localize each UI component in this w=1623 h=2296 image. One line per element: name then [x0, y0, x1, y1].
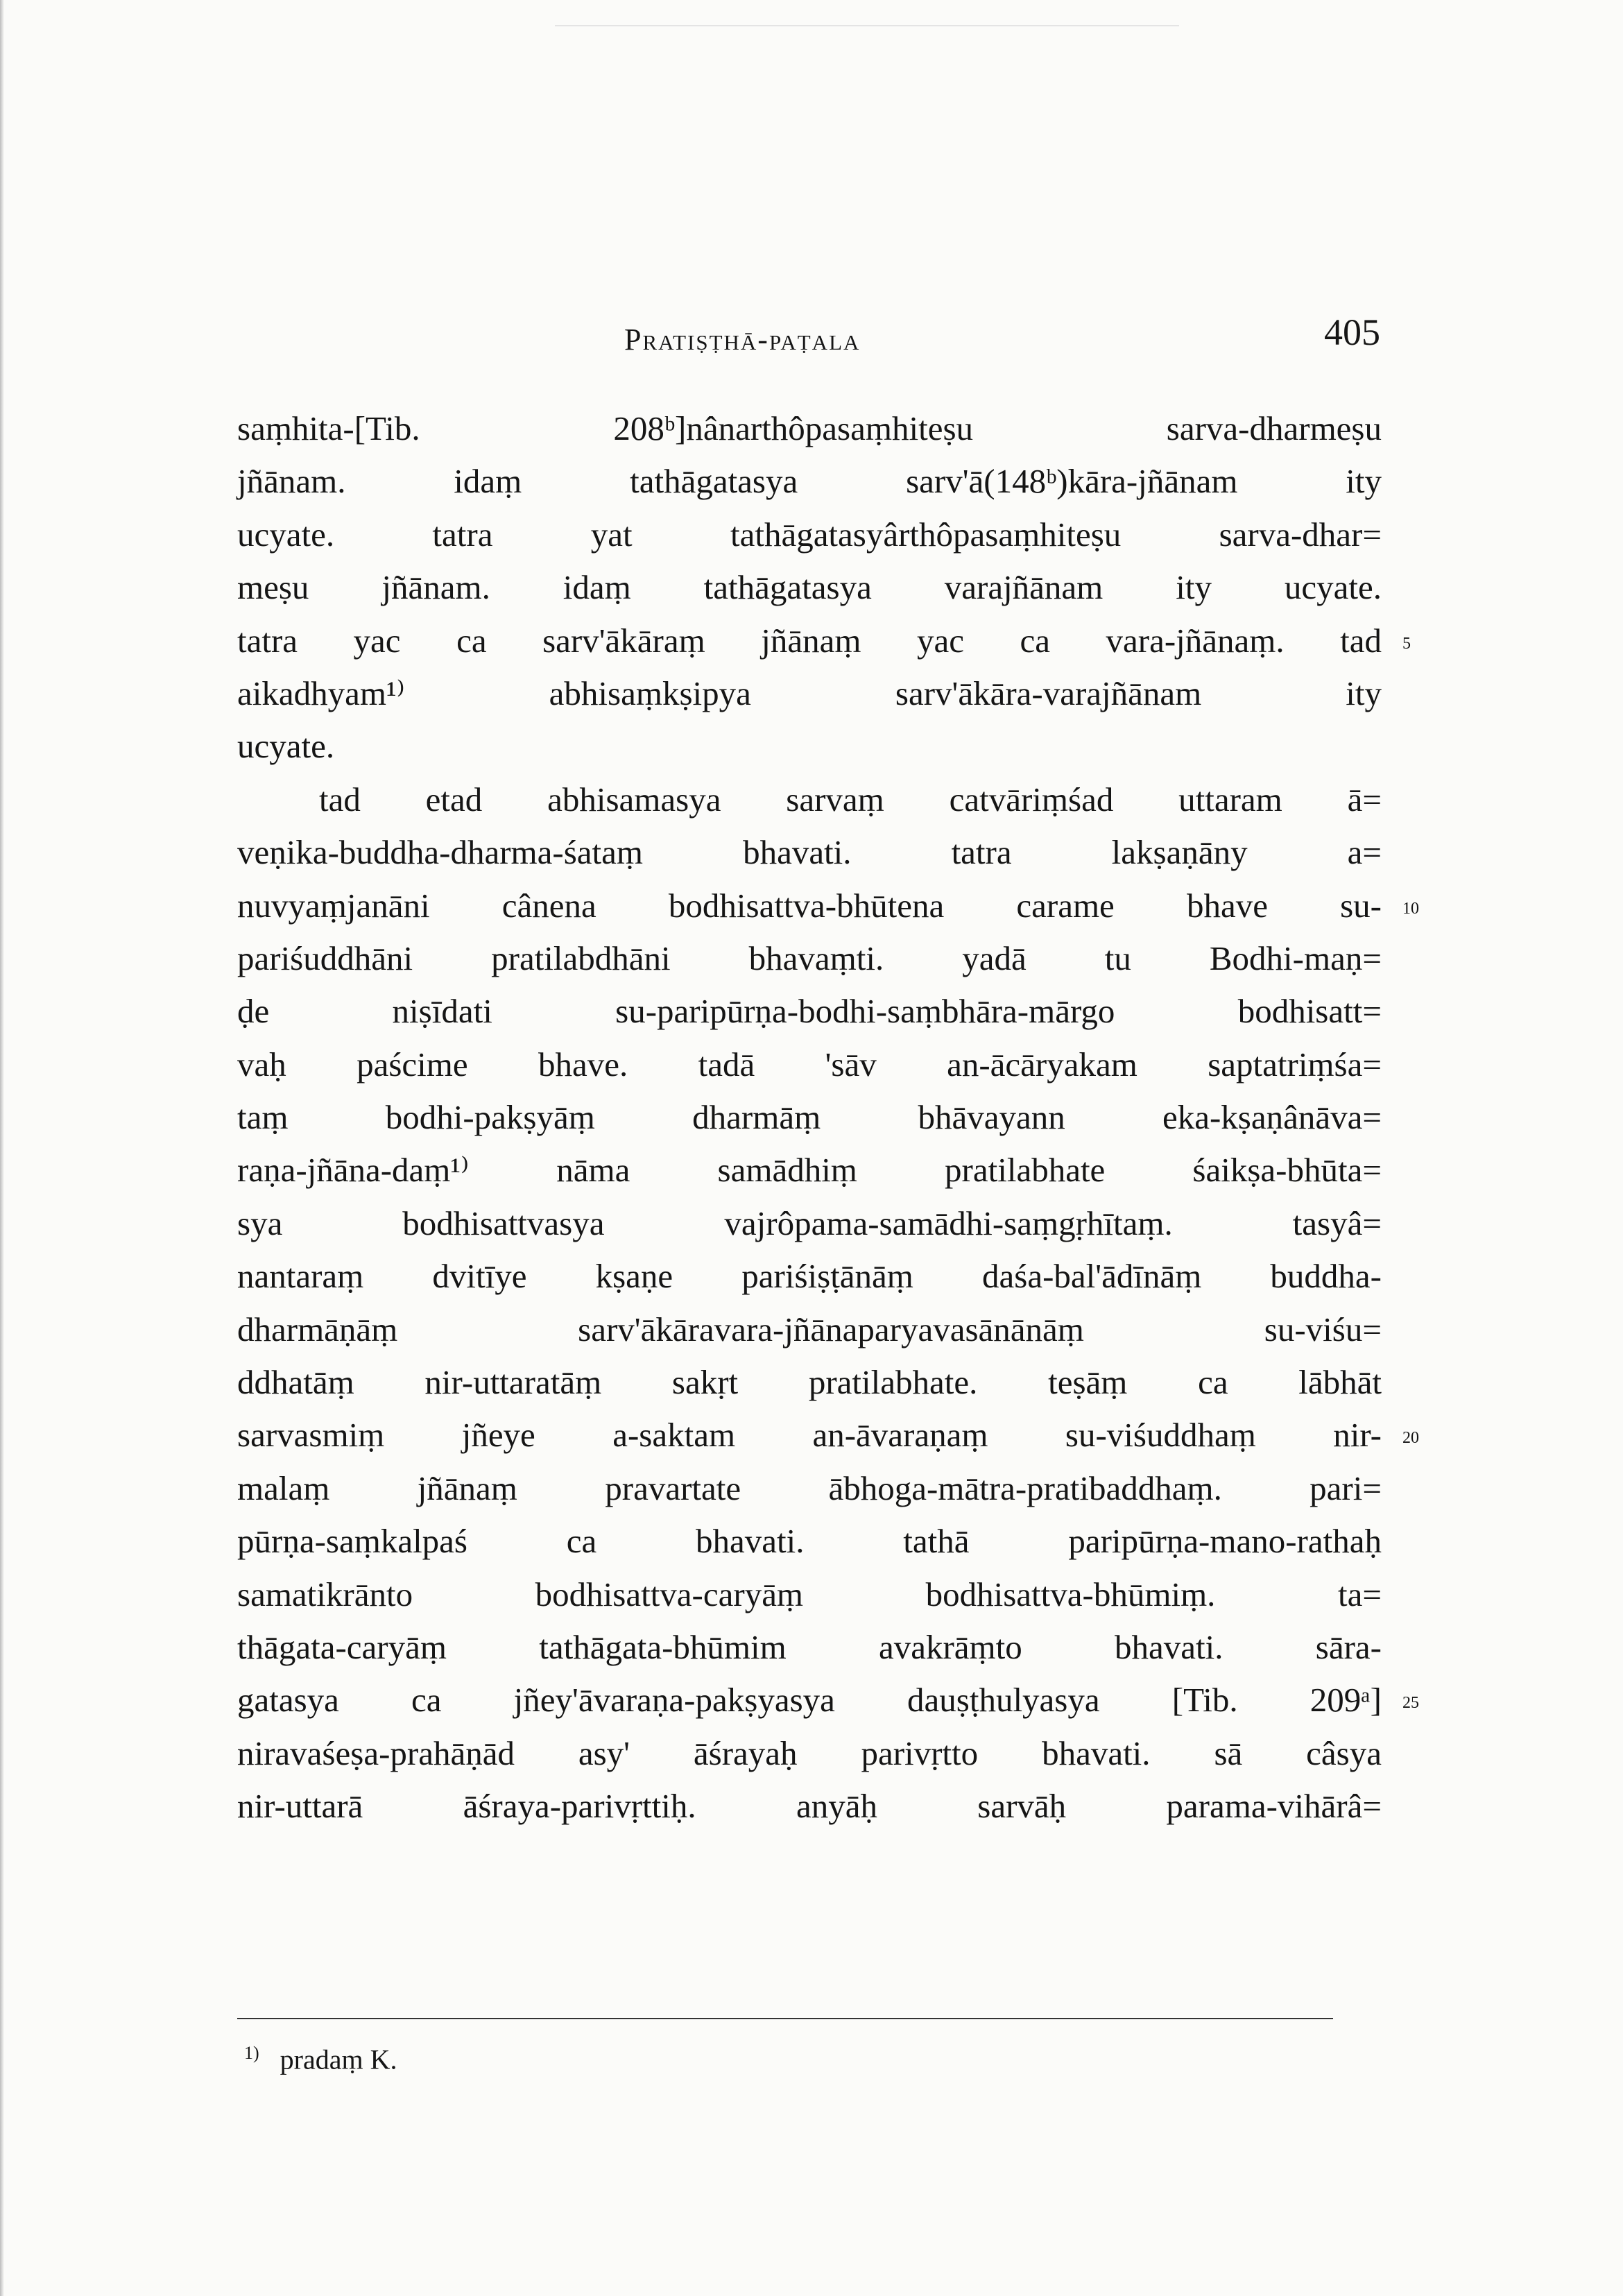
text-line: gatasya ca jñey'āvaraṇa-pakṣyasya dauṣṭhulyasya [Tib. 209ᵃ]	[237, 1681, 1382, 1720]
text-line: pūrṇa-saṃkalpaś ca bhavati. tathā paripūrṇa-mano-rathaḥ	[237, 1522, 1382, 1561]
footnote	[244, 2032, 397, 2080]
text-line-wrap	[237, 1409, 1419, 1462]
text-line: sarvasmiṃ jñeye a-saktam an-āvaraṇaṃ su-viśuddhaṃ nir-	[237, 1416, 1382, 1455]
text-line: sya bodhisattvasya vajrôpama-samādhi-saṃgṛhītaṃ. tasyâ=	[237, 1203, 1382, 1242]
text-line: tatra yac ca sarv'ākāraṃ jñānaṃ yac ca vara-jñānaṃ. tad	[237, 621, 1382, 660]
footnote-mark: 1)	[244, 2043, 259, 2063]
page-edge-shadow	[0, 0, 4, 2296]
text-line: jñānam. idaṃ tathāgatasya sarv'ā(148ᵇ)kāra-jñānam ity	[237, 462, 1382, 501]
text-line: ḍe niṣīdati su-paripūrṇa-bodhi-saṃbhāra-mārgo bodhisatt=	[237, 992, 1382, 1031]
line-number: 25	[1402, 1694, 1419, 1713]
text-line: aikadhyam¹⁾ abhisaṃkṣipya sarv'ākāra-varajñānam ity	[237, 674, 1382, 712]
text-line: nuvyaṃjanāni cânena bodhisattva-bhūtena carame bhave su-	[237, 886, 1382, 925]
line-number: 20	[1402, 1429, 1419, 1448]
text-line-wrap	[237, 615, 1411, 667]
footnote-text: pradaṃ K.	[280, 2044, 397, 2075]
text-line: nir-uttarā āśraya-parivṛttiḥ. anyāḥ sarvāḥ parama-vihārâ=	[237, 1787, 1382, 1826]
text-line: thāgata-caryāṃ tathāgata-bhūmim avakrāṃto bhavati. sāra-	[237, 1627, 1382, 1666]
text-line: ddhatāṃ nir-uttaratāṃ sakṛt pratilabhate. teṣāṃ ca lābhāt	[237, 1363, 1382, 1402]
text-line: dharmāṇāṃ sarv'ākāravara-jñānaparyavasānānāṃ su-viśu=	[237, 1310, 1382, 1348]
text-line: ucyate.	[237, 727, 335, 766]
text-line: nantaraṃ dvitīye kṣaṇe pariśiṣṭānāṃ daśa-bal'ādīnāṃ buddha-	[237, 1257, 1382, 1296]
text-line: niravaśeṣa-prahāṇād asy' āśrayaḥ parivṛtto bhavati. sā câsya	[237, 1733, 1382, 1772]
text-line: vaḥ paścime bhave. tadā 'sāv an-ācāryakam saptatriṃśa=	[237, 1045, 1382, 1083]
page-number: 405	[1324, 311, 1380, 353]
line-number: 10	[1402, 899, 1419, 918]
text-line: raṇa-jñāna-daṃ¹⁾ nāma samādhiṃ pratilabhate śaikṣa-bhūta=	[237, 1151, 1382, 1190]
text-line: malaṃ jñānaṃ pravartate ābhoga-mātra-pratibaddhaṃ. pari=	[237, 1468, 1382, 1507]
text-line: samatikrānto bodhisattva-caryāṃ bodhisattva-bhūmiṃ. ta=	[237, 1575, 1382, 1613]
text-line: veṇika-buddha-dharma-śataṃ bhavati. tatra lakṣaṇāny a=	[237, 833, 1382, 872]
main-text	[237, 402, 1419, 1833]
text-line-wrap	[237, 1674, 1419, 1727]
page-top-edge	[555, 25, 1179, 26]
line-number: 5	[1402, 634, 1411, 653]
text-line: ucyate. tatra yat tathāgatasyârthôpasaṃhiteṣu sarva-dhar=	[237, 515, 1382, 554]
text-line: meṣu jñānam. idaṃ tathāgatasya varajñānam ity ucyate.	[237, 568, 1382, 607]
page-header	[236, 311, 1380, 366]
footnote-rule	[237, 2018, 1333, 2019]
text-line: tad etad abhisamasya sarvaṃ catvāriṃśad uttaram ā=	[319, 780, 1382, 819]
text-line: pariśuddhāni pratilabdhāni bhavaṃti. yadā tu Bodhi-maṇ=	[237, 939, 1382, 977]
text-line: saṃhita-[Tib. 208ᵇ]nânarthôpasaṃhiteṣu sarva-dharmeṣu	[237, 409, 1382, 447]
running-title: Pratiṣṭhā-paṭala	[624, 323, 861, 357]
text-line-wrap	[237, 880, 1419, 932]
text-line: taṃ bodhi-pakṣyāṃ dharmāṃ bhāvayann eka-kṣaṇânāva=	[237, 1098, 1382, 1137]
